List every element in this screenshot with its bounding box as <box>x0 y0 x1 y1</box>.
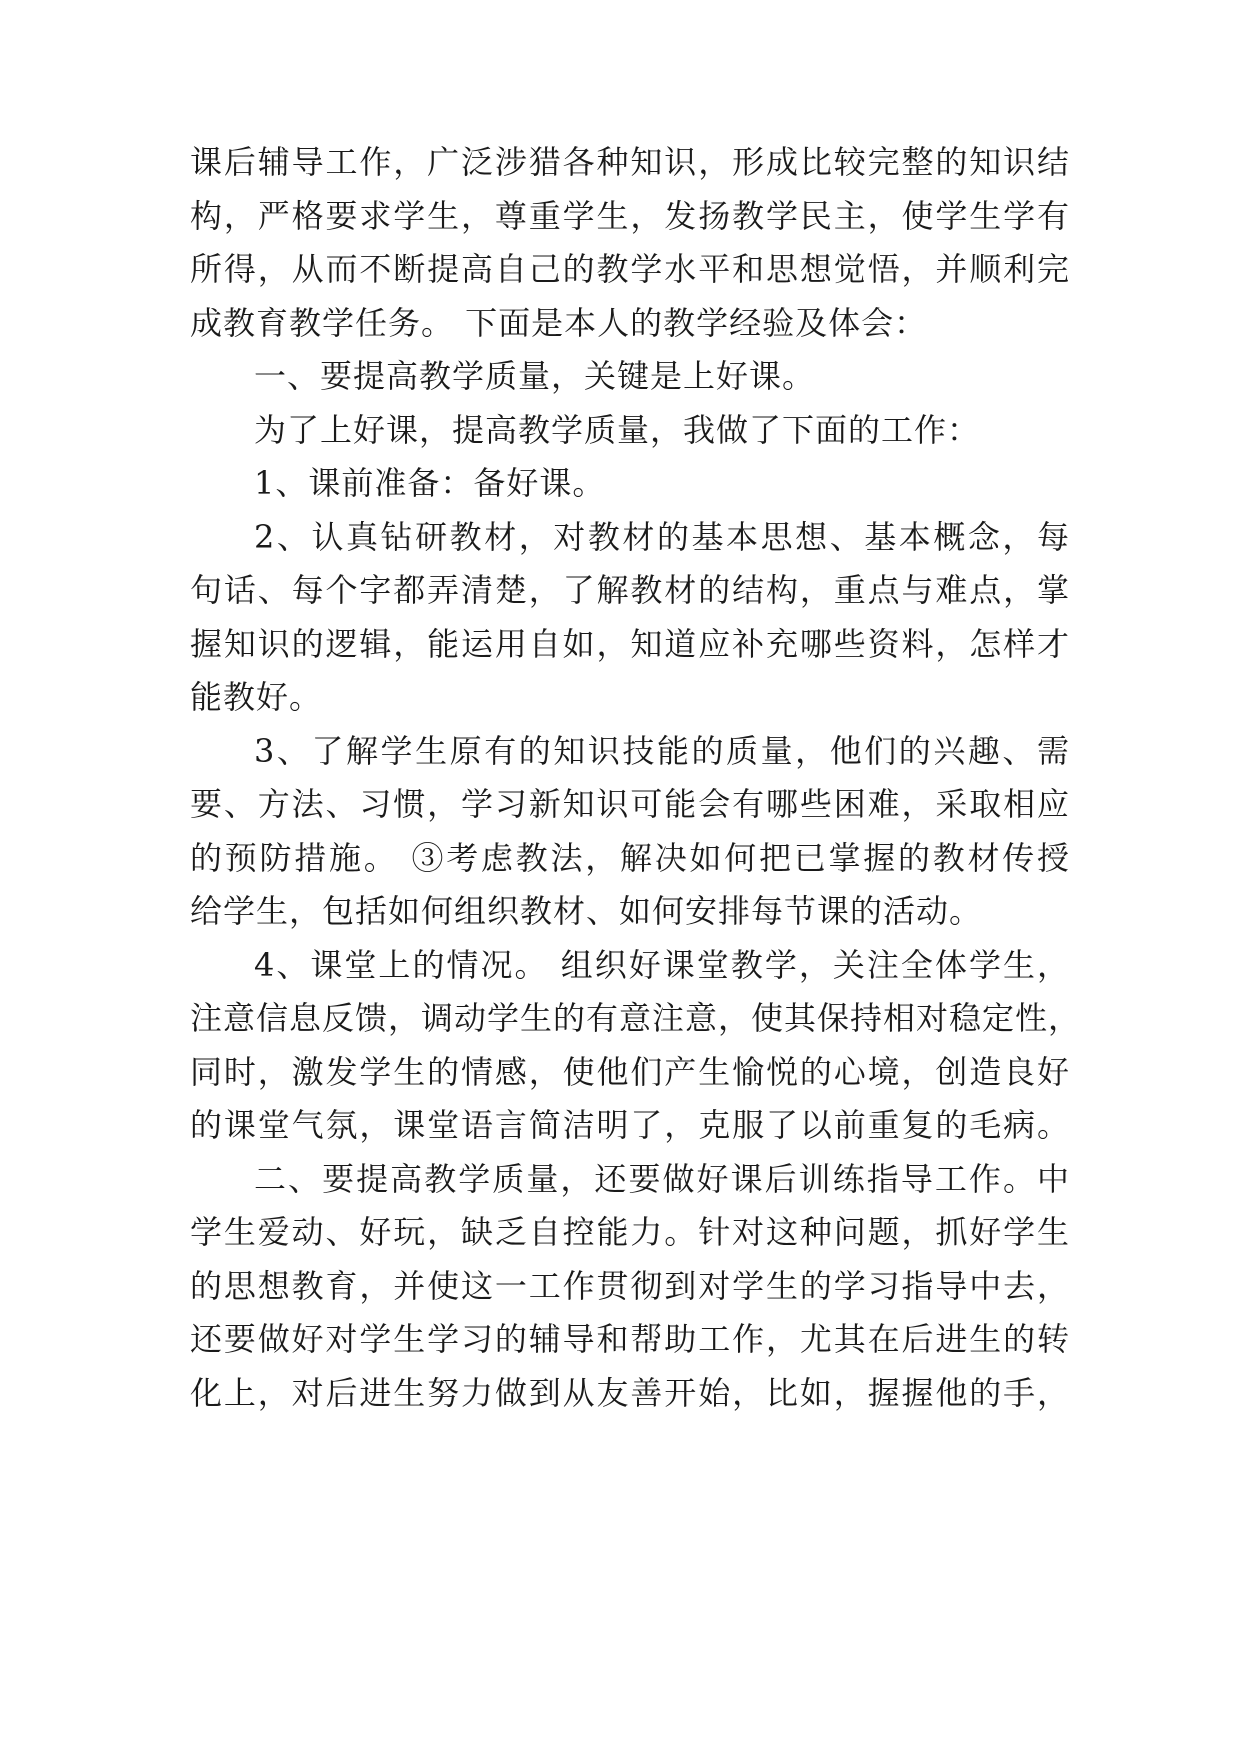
body-text-line: 握知识的逻辑，能运用自如，知道应补充哪些资料，怎样才 <box>190 625 1070 663</box>
list-item-heading: 1、课前准备：备好课。 <box>254 464 606 502</box>
body-text-line: 句话、每个字都弄清楚，了解教材的结构，重点与难点，掌 <box>190 571 1070 609</box>
body-text-line: 学生爱动、好玩，缺乏自控能力。针对这种问题，抓好学生 <box>190 1213 1070 1251</box>
body-text-line: 为了上好课，提高教学质量，我做了下面的工作： <box>254 411 981 449</box>
body-text-line: 化上，对后进生努力做到从友善开始，比如，握握他的手， <box>190 1374 1070 1412</box>
body-text-line: 注意信息反馈，调动学生的有意注意，使其保持相对稳定性， <box>190 999 1082 1037</box>
body-text-line: 构，严格要求学生，尊重学生，发扬教学民主，使学生学有 <box>190 197 1070 235</box>
body-text-line: 还要做好对学生学习的辅导和帮助工作，尤其在后进生的转 <box>190 1320 1070 1358</box>
body-text-line: 的课堂气氛，课堂语言简洁明了，克服了以前重复的毛病。 <box>190 1106 1070 1144</box>
body-text-line: 所得，从而不断提高自己的教学水平和思想觉悟，并顺利完 <box>190 250 1070 288</box>
body-text-line: 给学生，包括如何组织教材、如何安排每节课的活动。 <box>190 892 983 930</box>
body-text-line: 的预防措施。 ③考虑教法，解决如何把已掌握的教材传授 <box>190 839 1070 877</box>
body-text-line: 同时，激发学生的情感，使他们产生愉悦的心境，创造良好 <box>190 1053 1070 1091</box>
section-heading: 二、要提高教学质量，还要做好课后训练指导工作。中 <box>254 1160 1070 1198</box>
body-text-line: 能教好。 <box>190 678 323 716</box>
body-text-line: 成教育教学任务。 下面是本人的教学经验及体会： <box>190 304 928 342</box>
body-text-line: 的思想教育，并使这一工作贯彻到对学生的学习指导中去， <box>190 1267 1070 1305</box>
list-item-line: 4、课堂上的情况。 组织好课堂教学，关注全体学生， <box>254 946 1070 984</box>
list-item-line: 2、认真钻研教材，对教材的基本思想、基本概念，每 <box>254 518 1070 556</box>
body-text-line: 要、方法、习惯，学习新知识可能会有哪些困难，采取相应 <box>190 785 1070 823</box>
body-text-line: 课后辅导工作，广泛涉猎各种知识，形成比较完整的知识结 <box>190 143 1070 181</box>
list-item-line: 3、了解学生原有的知识技能的质量，他们的兴趣、需 <box>254 732 1070 770</box>
section-heading: 一、要提高教学质量，关键是上好课。 <box>254 357 816 395</box>
